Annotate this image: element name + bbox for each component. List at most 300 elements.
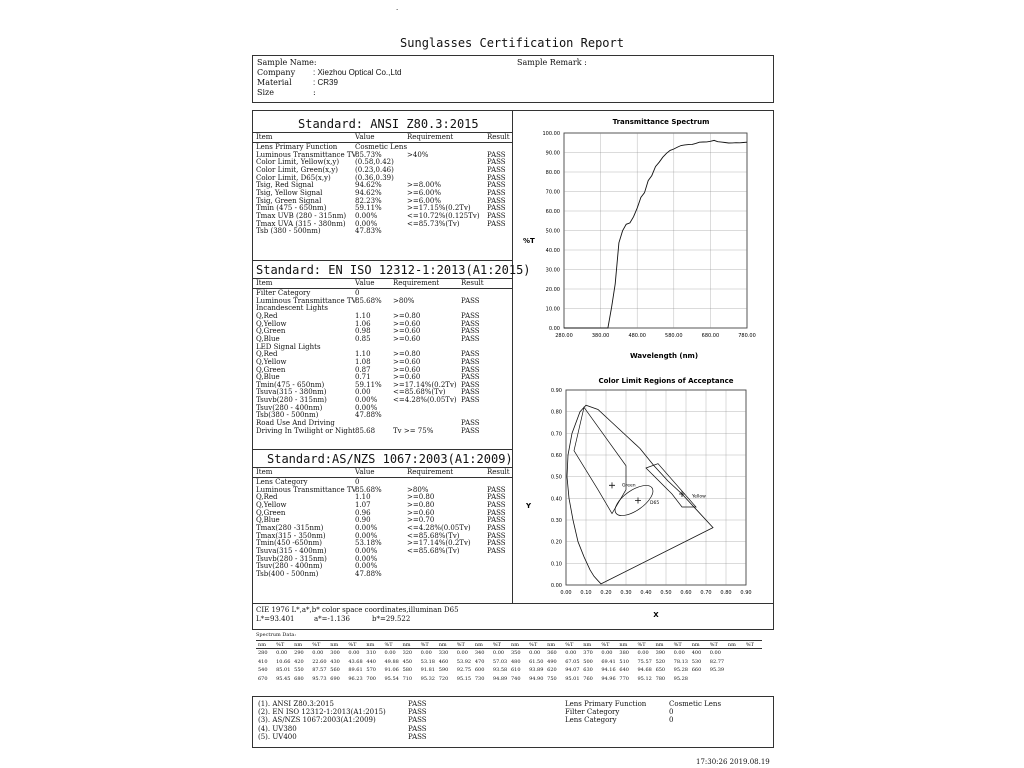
asnzs-cell-item: Tsuva(315 - 400nm)	[256, 546, 327, 555]
asnzs-cell-req: >=0.80	[407, 493, 435, 502]
en-cell-res: PASS	[461, 419, 480, 428]
transmittance-y-tick: 20.00	[545, 287, 560, 293]
spectrum-cell: 61.50	[529, 658, 544, 665]
summary-standard-result: PASS	[408, 700, 427, 708]
spectrum-cell: 500	[583, 658, 593, 665]
ansi-header-requirement: Requirement	[407, 133, 454, 141]
spectrum-header: %T	[673, 642, 682, 648]
en-cell-value: 1.10	[355, 311, 371, 320]
color-limit-chart-title: Color Limit Regions of Acceptance	[598, 377, 734, 385]
spectrum-cell: 89.61	[348, 667, 363, 673]
color-x-tick: 0.50	[660, 590, 672, 596]
color-y-tick: 0.40	[550, 496, 562, 503]
en-cell-item: Tsuv(280 - 400nm)	[256, 403, 323, 412]
company-value: : Xiezhou Optical Co.,Ltd	[313, 68, 402, 77]
cie-l: L*=93.401	[256, 615, 295, 623]
spectrum-cell: 580	[402, 667, 413, 673]
spectrum-cell: 490	[547, 658, 557, 665]
top-mark: ·	[396, 6, 399, 14]
size-value: :	[313, 88, 316, 97]
spectrum-cell: 540	[258, 667, 268, 673]
spectrum-cell: 720	[438, 675, 449, 682]
transmittance-y-tick: 0.00	[548, 326, 560, 332]
spectrum-cell: 78.13	[673, 658, 688, 665]
spectrum-cell: 590	[438, 667, 449, 673]
spectrum-cell: 0.00	[565, 650, 577, 656]
spectrum-cell: 43.68	[348, 658, 363, 665]
ansi-cell-res: PASS	[487, 158, 506, 167]
summary-property-value: 0	[669, 716, 674, 725]
spectrum-cell: 370	[583, 650, 593, 656]
spectrum-cell: 470	[474, 658, 485, 665]
asnzs-cell-res: PASS	[487, 531, 506, 540]
spectrum-cell: 95.39	[709, 667, 725, 673]
cie-a: a*=-1.136	[314, 615, 350, 623]
en-cell-item: Q,Red	[256, 311, 278, 320]
spectrum-cell: 400	[691, 650, 702, 656]
spectrum-cell: 87.57	[312, 667, 327, 673]
en-cell-value: 0.87	[355, 365, 371, 374]
summary-property-name: Filter Category	[565, 708, 620, 717]
en-cell-res: PASS	[461, 350, 480, 359]
spectrum-cell: 96.23	[348, 675, 363, 682]
ansi-header-result: Result	[487, 133, 510, 141]
ansi-cell-res: PASS	[487, 196, 506, 205]
en-cell-value: 0	[355, 289, 360, 297]
ansi-cell-res: PASS	[487, 181, 506, 190]
asnzs-cell-item: Q,Red	[256, 493, 278, 502]
en-cell-res: PASS	[461, 334, 480, 343]
ansi-cell-value: (0.36,0.39)	[355, 173, 394, 182]
spectrum-cell: 85.01	[276, 667, 291, 673]
spectrum-cell: 280	[258, 650, 268, 656]
asnzs-cell-res: PASS	[487, 539, 506, 548]
ansi-cell-res: PASS	[487, 219, 506, 228]
ansi-title: Standard: ANSI Z80.3:2015	[298, 117, 479, 131]
spectrum-header: %T	[312, 642, 321, 648]
spectrum-cell: 450	[402, 658, 413, 665]
summary-standard-result: PASS	[408, 732, 427, 741]
spectrum-header: nm	[438, 642, 447, 648]
spectrum-header: %T	[637, 642, 646, 648]
en-cell-item: Tsuvb(280 - 315nm)	[256, 396, 327, 405]
en-header-requirement: Requirement	[393, 279, 440, 287]
en-cell-res: PASS	[461, 319, 480, 328]
spectrum-header: %T	[745, 642, 755, 648]
en-cell-item: Filter Category	[256, 289, 311, 297]
color-x-tick: 0.60	[680, 590, 692, 596]
ansi-cell-item: Tmax UVB (280 - 315nm)	[256, 211, 347, 220]
spectrum-cell: 0.00	[529, 650, 541, 656]
spectrum-header: nm	[294, 642, 303, 648]
spectrum-header: nm	[619, 642, 628, 648]
en-cell-res: PASS	[461, 357, 480, 366]
spectrum-cell: 53.92	[456, 658, 472, 665]
spectrum-cell: 95.73	[312, 675, 327, 682]
spectrum-cell: 69.41	[601, 658, 616, 665]
transmittance-y-tick: 50.00	[545, 228, 560, 235]
ansi-cell-value: 0.00%	[355, 219, 378, 228]
color-x-tick: 0.40	[640, 590, 652, 596]
spectrum-header: %T	[709, 642, 718, 648]
asnzs-cell-value: 0.00%	[355, 546, 378, 555]
transmittance-x-tick: 480.00	[628, 333, 646, 339]
asnzs-header-value: Value	[355, 468, 375, 476]
transmittance-x-tick: 780.00	[738, 333, 756, 339]
asnzs-cell-req: <=85.68%(Tv)	[407, 546, 460, 555]
en-cell-value: 1.10	[355, 350, 371, 359]
asnzs-cell-value: 85.68%	[355, 485, 382, 494]
asnzs-cell-item: Tmax(280 -315nm)	[256, 523, 324, 532]
spectrum-cell: 75.57	[637, 658, 652, 665]
ansi-cell-res: PASS	[487, 204, 506, 213]
sample-info-box	[252, 55, 774, 103]
asnzs-cell-item: Q,Yellow	[256, 500, 287, 509]
en-cell-req: >=0.60	[393, 365, 421, 374]
color-x-tick: 0.80	[720, 590, 732, 596]
summary-property-name: Lens Primary Function	[565, 700, 647, 708]
asnzs-cell-item: Tsb(400 - 500nm)	[256, 569, 319, 578]
ansi-cell-value: Cosmetic Lens	[355, 143, 408, 151]
spectrum-cell: 620	[547, 667, 557, 673]
en-cell-item: Q,Yellow	[256, 357, 287, 366]
spectrum-header: nm	[691, 642, 700, 648]
en-cell-value: 0.85	[355, 334, 371, 343]
en-cell-value: 85.68%	[355, 296, 382, 305]
sample-name-label: Sample Name:	[257, 58, 317, 67]
en-cell-value: 0.00	[355, 388, 371, 397]
asnzs-cell-res: PASS	[487, 485, 506, 494]
asnzs-cell-item: Tsuv(280 - 400nm)	[256, 562, 323, 571]
asnzs-cell-value: 0.90	[355, 516, 371, 525]
spectrum-cell: 310	[366, 650, 376, 656]
spectrum-header: %T	[565, 642, 574, 648]
transmittance-chart-ylabel: %T	[523, 237, 535, 245]
transmittance-y-tick: 90.00	[545, 150, 560, 157]
transmittance-series-line	[564, 140, 747, 328]
asnzs-cell-item: Tmin(450 -650nm)	[256, 539, 322, 548]
spectrum-cell: 480	[511, 658, 521, 665]
en-cell-res: PASS	[461, 396, 480, 405]
spectrum-cell: 700	[366, 675, 376, 682]
spectrum-cell: 95.01	[565, 675, 580, 682]
spectrum-cell: 0.00	[348, 650, 360, 656]
color-x-tick: 0.10	[580, 590, 592, 596]
en-cell-req: >80%	[393, 296, 415, 305]
summary-standard-result: PASS	[408, 724, 427, 733]
ansi-cell-item: Color Limit, D65(x,y)	[256, 173, 331, 182]
spectrum-header: %T	[601, 642, 610, 648]
spectrum-header: %T	[529, 642, 538, 648]
asnzs-cell-req: >=0.70	[407, 516, 435, 525]
spectrum-cell: 57.03	[492, 658, 508, 665]
en-cell-item: Q,Blue	[256, 334, 280, 343]
transmittance-chart-xlabel: Wavelength (nm)	[629, 352, 699, 360]
asnzs-cell-value: 0.00%	[355, 562, 378, 571]
en-cell-value: 85.68	[355, 426, 376, 435]
ansi-cell-item: Tsb (380 - 500nm)	[256, 227, 321, 236]
spectrum-cell: 440	[366, 658, 376, 665]
summary-property-name: Lens Category	[565, 716, 617, 725]
spectrum-cell: 95.12	[637, 675, 652, 682]
asnzs-cell-req: <=85.68%(Tv)	[407, 531, 460, 540]
color-x-tick: 0.20	[600, 590, 612, 596]
en-cell-item: Q,Green	[256, 327, 286, 336]
asnzs-cell-item: Tsuvb(280 - 315nm)	[256, 554, 327, 563]
report-title: Sunglasses Certification Report	[400, 36, 624, 50]
spectrum-header: nm	[547, 642, 556, 648]
spectrum-cell: 360	[547, 650, 557, 656]
spectrum-cell: 0.00	[384, 650, 396, 656]
ansi-cell-value: 82.23%	[355, 196, 382, 205]
timestamp: 17:30:26 2019.08.19	[696, 758, 770, 766]
spectrum-header: %T	[384, 642, 393, 648]
ansi-cell-item: Tmax UVA (315 - 380nm)	[256, 219, 346, 228]
spectrum-cell: 410	[258, 658, 268, 665]
spectrum-cell: 380	[619, 650, 629, 656]
asnzs-cell-value: 0.00%	[355, 531, 378, 540]
transmittance-chart-title: Transmittance Spectrum	[612, 118, 710, 126]
color-limit-chart	[513, 372, 771, 622]
color-y-tick: 0.60	[550, 453, 562, 459]
en-cell-item: Q,Red	[256, 350, 278, 359]
spectrum-cell: 0.00	[276, 650, 288, 656]
summary-standard-name: (3). AS/NZS 1067:2003(A1:2009)	[258, 716, 376, 725]
transmittance-y-tick: 100.00	[542, 131, 560, 137]
ansi-cell-item: Luminous Transmittance TV	[256, 150, 357, 159]
transmittance-x-tick: 380.00	[591, 333, 610, 339]
asnzs-cell-value: 0.00%	[355, 523, 378, 532]
asnzs-cell-res: PASS	[487, 500, 506, 509]
spectrum-header: %T	[348, 642, 357, 648]
point-marker-green	[609, 482, 615, 488]
ansi-cell-res: PASS	[487, 188, 506, 197]
asnzs-cell-req: <=4.28%(0.05Tv)	[407, 523, 471, 532]
en-cell-res: PASS	[461, 327, 480, 336]
spectrum-cell: 94.68	[637, 667, 652, 673]
color-y-tick: 0.50	[550, 474, 562, 481]
asnzs-cell-item: Luminous Transmittance TV	[256, 485, 357, 494]
en-title: Standard: EN ISO 12312-1:2013(A1:2015)	[256, 263, 531, 277]
asnzs-cell-res: PASS	[487, 516, 506, 525]
color-y-tick: 0.20	[550, 539, 562, 546]
summary-standard-name: (4). UV380	[258, 724, 297, 733]
spectrum-cell: 82.77	[709, 658, 725, 665]
ansi-header-value: Value	[355, 133, 375, 141]
spectrum-cell: 690	[330, 675, 340, 682]
transmittance-y-tick: 60.00	[545, 209, 560, 215]
en-cell-item: Tsuva(315 - 380nm)	[256, 388, 327, 397]
spectrum-cell: 0.00	[420, 650, 432, 656]
spectrum-cell: 740	[511, 675, 521, 682]
spectrum-cell: 0.00	[456, 650, 468, 656]
spectrum-cell: 0.00	[312, 650, 324, 656]
spectrum-cell: 350	[511, 650, 521, 656]
asnzs-cell-req: >=17.14%(0.2Tv)	[407, 539, 471, 548]
company-label: Company	[257, 68, 296, 77]
asnzs-cell-item: Lens Category	[256, 478, 308, 486]
spectrum-cell: 390	[655, 650, 666, 656]
transmittance-y-tick: 30.00	[545, 267, 560, 274]
spectrum-cell: 0.00	[637, 650, 649, 656]
spectrum-header: nm	[366, 642, 375, 648]
spectrum-cell: 94.90	[529, 675, 544, 682]
en-header-item: Item	[256, 279, 273, 287]
color-x-tick: 0.30	[620, 590, 632, 596]
spectrum-cell: 650	[655, 667, 666, 673]
color-y-tick: 0.30	[550, 518, 562, 524]
spectrum-cell: 330	[438, 650, 449, 656]
en-cell-item: Q,Green	[256, 365, 286, 374]
transmittance-y-tick: 40.00	[545, 248, 560, 254]
spectrum-header: nm	[258, 642, 266, 648]
color-y-tick: 0.90	[550, 388, 562, 394]
en-cell-req: <=85.68%(Tv)	[393, 388, 446, 397]
en-cell-req: >=0.60	[393, 357, 421, 366]
region-label: Yellow	[692, 494, 706, 500]
en-cell-item: Tmin(475 - 650nm)	[256, 380, 325, 389]
spectrum-cell: 93.58	[492, 667, 508, 673]
ansi-cell-value: 47.83%	[355, 227, 382, 236]
ansi-cell-res: PASS	[487, 165, 506, 174]
en-cell-req: >=0.60	[393, 319, 421, 328]
en-cell-item: Q,Yellow	[256, 319, 287, 328]
ansi-cell-value: 0.00%	[355, 211, 378, 220]
asnzs-cell-value: 47.88%	[355, 569, 382, 578]
asnzs-cell-value: 1.07	[355, 500, 371, 509]
en-cell-req: >=0.60	[393, 327, 421, 336]
cie-line: CIE 1976 L*,a*,b* color space coordinates,illuminan D65	[256, 606, 459, 614]
spectrum-cell: 300	[330, 650, 340, 656]
en-cell-value: 0.98	[355, 327, 371, 336]
asnzs-cell-item: Tmax(315 - 350nm)	[256, 531, 326, 540]
en-cell-item: Tsb(380 - 500nm)	[256, 411, 319, 420]
asnzs-cell-value: 0	[355, 478, 360, 486]
en-cell-item: Road Use And Driving	[256, 419, 335, 428]
color-limit-chart-ylabel: Y	[526, 502, 532, 510]
asnzs-cell-value: 1.10	[355, 493, 371, 502]
spectrum-header: nm	[511, 642, 519, 648]
ansi-cell-value: 85.73%	[355, 150, 382, 159]
spectrum-cell: 95.28	[673, 675, 688, 682]
en-cell-value: 1.08	[355, 357, 371, 366]
en-cell-req: >=0.80	[393, 311, 421, 320]
spectrum-header: %T	[420, 642, 429, 648]
ansi-cell-req: >=8.00%	[407, 181, 441, 190]
spectrum-cell: 600	[474, 667, 485, 673]
ansi-cell-res: PASS	[487, 211, 506, 220]
spectrum-cell: 560	[330, 667, 340, 673]
spectrum-cell: 0.00	[709, 650, 721, 656]
en-cell-req: >=0.60	[393, 373, 421, 382]
spectrum-cell: 770	[619, 675, 629, 682]
asnzs-cell-req: >=0.60	[407, 508, 435, 517]
spectrum-cell: 680	[294, 675, 304, 682]
green-acceptance-region	[574, 407, 626, 513]
spectrum-label: Spectrum Data:	[256, 632, 296, 638]
cie-b: b*=29.522	[372, 615, 411, 623]
asnzs-cell-value: 0.96	[355, 508, 371, 517]
asnzs-cell-item: Q,Blue	[256, 516, 280, 525]
color-y-tick: 0.70	[550, 431, 562, 438]
en-cell-req: >=17.14%(0.2Tv)	[393, 380, 457, 389]
spectrum-header: %T	[276, 642, 285, 648]
transmittance-chart	[513, 112, 771, 370]
spectrum-header: nm	[402, 642, 411, 648]
spectrum-cell: 430	[330, 658, 340, 665]
material-value: : CR39	[313, 78, 338, 87]
asnzs-cell-req: >80%	[407, 485, 429, 494]
en-header-result: Result	[461, 279, 484, 287]
en-cell-res: PASS	[461, 296, 480, 305]
region-label: Green	[622, 483, 636, 489]
color-y-tick: 0.80	[550, 409, 562, 416]
ansi-cell-req: <=85.73%(Tv)	[407, 219, 460, 228]
en-cell-res: PASS	[461, 373, 480, 382]
spectrum-cell: 780	[655, 675, 666, 682]
ansi-cell-value: (0.23,0.46)	[355, 165, 394, 174]
asnzs-cell-res: PASS	[487, 546, 506, 555]
spectrum-cell: 760	[583, 675, 593, 682]
en-cell-value: 47.88%	[355, 411, 382, 420]
color-x-tick: 0.00	[560, 590, 572, 596]
en-cell-req: Tv >= 75%	[393, 426, 434, 435]
asnzs-cell-item: Q,Green	[256, 508, 286, 517]
en-cell-value: 0.71	[355, 373, 371, 382]
summary-standard-name: (2). EN ISO 12312-1:2013(A1:2015)	[258, 708, 386, 717]
spectrum-header: nm	[583, 642, 592, 648]
en-cell-res: PASS	[461, 380, 480, 389]
spectrum-cell: 22.60	[312, 658, 327, 665]
en-cell-item: LED Signal Lights	[256, 342, 321, 351]
spectrum-header: %T	[492, 642, 502, 648]
ansi-cell-res: PASS	[487, 150, 506, 159]
ansi-cell-req: >=17.15%(0.2Tv)	[407, 204, 471, 213]
ansi-cell-req: >=6.00%	[407, 196, 441, 205]
ansi-cell-value: 59.11%	[355, 204, 382, 213]
spectrum-cell: 95.45	[276, 675, 291, 682]
asnzs-header-result: Result	[487, 468, 510, 476]
ansi-cell-item: Tsig, Green Signal	[256, 196, 322, 205]
ansi-cell-item: Tmin (475 - 650nm)	[256, 204, 327, 213]
en-cell-item: Driving In Twilight or Night	[256, 426, 356, 435]
summary-standard-name: (5). UV400	[258, 732, 297, 741]
transmittance-x-tick: 680.00	[701, 333, 720, 339]
en-cell-req: >=0.60	[393, 334, 421, 343]
en-cell-value: 0.00%	[355, 403, 378, 412]
spectrum-header: nm	[330, 642, 339, 648]
summary-property-value: Cosmetic Lens	[669, 700, 722, 708]
ansi-cell-item: Tsig, Yellow Signal	[256, 188, 323, 197]
spectrum-cell: 95.15	[456, 675, 472, 682]
color-x-tick: 0.70	[700, 590, 712, 596]
spectrum-cell: 640	[619, 667, 629, 673]
en-cell-res: PASS	[461, 388, 480, 397]
ansi-cell-item: Lens Primary Function	[256, 143, 338, 151]
summary-standard-name: (1). ANSI Z80.3:2015	[258, 700, 334, 708]
spectrum-cell: 290	[294, 650, 304, 656]
spectrum-cell: 750	[547, 675, 557, 682]
spectrum-cell: 49.88	[384, 658, 399, 665]
spectrum-cell: 610	[511, 667, 521, 673]
spectrum-cell: 670	[258, 675, 268, 682]
spectrum-cell: 67.05	[565, 658, 580, 665]
ansi-cell-res: PASS	[487, 173, 506, 182]
material-label: Material	[257, 78, 292, 87]
ansi-cell-value: 94.62%	[355, 188, 382, 197]
spectrum-cell: 530	[691, 658, 702, 665]
ansi-cell-req: <=10.72%(0.125Tv)	[407, 211, 480, 220]
